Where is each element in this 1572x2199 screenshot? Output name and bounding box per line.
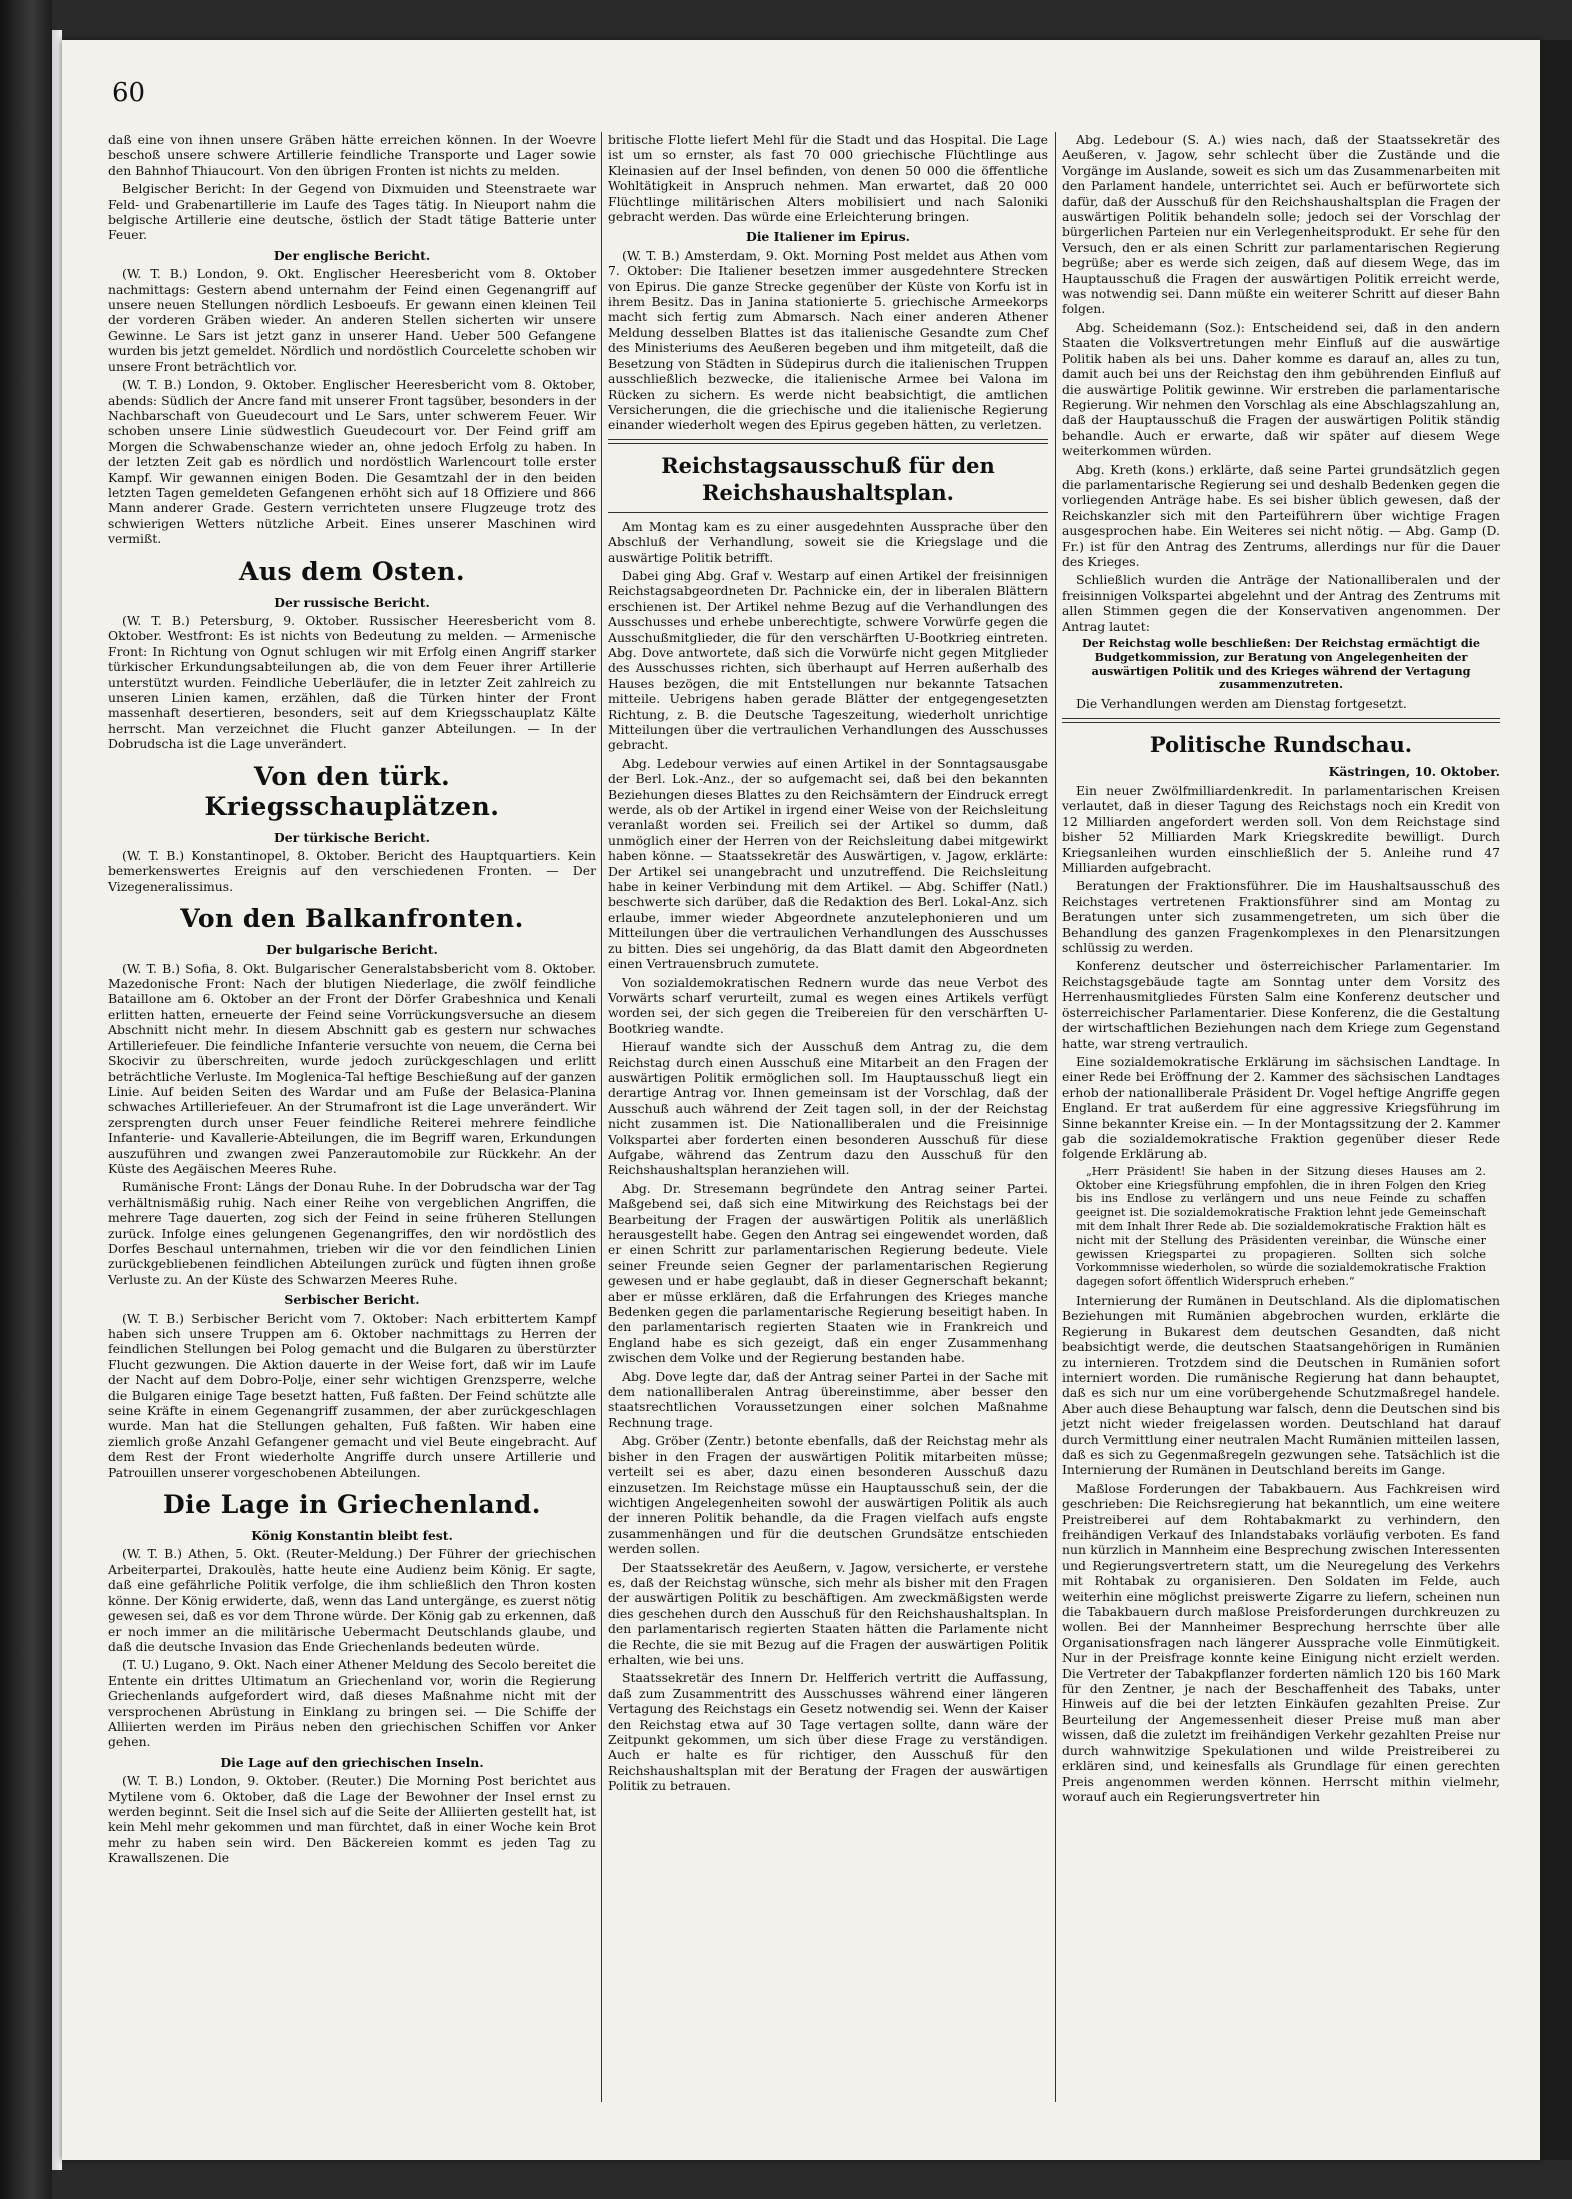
column-2: [608, 132, 1048, 1797]
column-3: [1062, 132, 1500, 1807]
subheading: Der bulgarische Bericht.: [266, 942, 438, 958]
section-heading: Aus dem Osten.: [238, 556, 466, 586]
subheading: Die Lage auf den griechischen Inseln.: [220, 1754, 484, 1770]
divider: [608, 439, 1048, 444]
section-heading: Von den Balkanfronten.: [180, 904, 524, 934]
paragraph: Dabei ging Abg. Graf v. Westarp auf einen Artikel der freisinnigen Reichstagsabgeordneten Dr. Pachnicke ein, der in liberalen Blättern erschienen ist. Der Artikel nehme Bezug auf die Verhandlungen des Ausschusses und erhebe unberechtigte, schwere Vorwürfe gegen die Ausschußmitglieder, die für den verschärften U-Bootkrieg eintreten. Abg. Dove antwortete, daß sich die Vorwürfe nicht gegen Mitglieder des Ausschusses richten, sich überhaupt auf Herren außerhalb des Hauses bezögen, die mit Entstellungen nur bekannte Tatsachen mitteile. Uebrigens haben gerade Blätter der entgegengesetzten Richtung, z. B. die Deutsche Tageszeitung, wiederholt unrichtige Mitteilungen über die vertraulichen Verhandlungen des Ausschusses gebracht.: [608, 567, 1048, 753]
paragraph: (W. T. B.) London, 9. Okt. Englischer Heeresbericht vom 8. Oktober nachmittags: Gestern abend unternahm der Feind einen Gegenangriff auf unsere neuen Stellungen nördlich Lesboeufs. Er gewann einen kleinen Teil der vorderen Gräben wieder. An anderen Stellen sicherten wir unsere Gewinne. Le Sars ist jetzt ganz in unserer Hand. Ueber 500 Gefangene wurden bis jetzt gemeldet. Nördlich und nordöstlich Courcelette schoben wir unsere Front beträchtlich vor.: [108, 266, 596, 374]
page-number: 60: [112, 78, 146, 108]
subheading: Der türkische Bericht.: [274, 829, 430, 845]
paragraph: Rumänische Front: Längs der Donau Ruhe. In der Dobrudscha war der Tag verhältnismäßig ruhig. Nach einer Reihe von vergeblichen Angriffen, die mehrere Tage dauerten, zog sich der Feind in seine früheren Stellungen zurück. Infolge eines gelungenen Gegenangriffes, den wir nordöstlich des Dorfes Beschaul unternahmen, trieben wir die vor den feindlichen Linien zurückgebliebenen feindlichen Abteilungen zurück und fügten ihnen große Verluste zu. An der Küste des Schwarzen Meeres Ruhe.: [108, 1179, 596, 1287]
subheading: Serbischer Bericht.: [284, 1292, 420, 1308]
subheading: Der englische Bericht.: [273, 247, 431, 263]
paragraph: Abg. Ledebour verwies auf einen Artikel in der Sonntagsausgabe der Berl. Lok.-Anz., der so aufgemacht sei, daß bei den bekannten Beziehungen dieses Blattes zu den Reichsämtern der Eindruck erregt werde, als ob der Artikel in irgend einer Weise von der Reichsleitung veranlaßt worden sei. Freilich sei der Artikel so dumm, daß unmöglich einer der Herren von der Reichsleitung dabei mitgewirkt haben könne. — Staatssekretär des Auswärtigen, v. Jagow, erklärte: Der Artikel sei unangebracht und unzutreffend. Die Reichsleitung habe in keiner Verbindung mit dem Artikel. — Abg. Schiffer (Natl.) beschwerte sich darüber, daß die Redaktion des Berl. Lokal-Anz. sich erlaube, immer wieder Abgeordnete anzutelephonieren und um Mitteilungen über die vertraulichen Verhandlungen des Ausschusses zu bitten. Dies sei ungehörig, da das Blatt damit den Abgeordneten einen Vertrauensbruch zumutete.: [608, 755, 1048, 972]
paragraph: Von sozialdemokratischen Rednern wurde das neue Verbot des Vorwärts scharf verurteilt, zumal es wegen eines Artikels verfügt worden sei, der sich gegen die Treibereien für den verschärften U-Bootkrieg wandte.: [608, 974, 1048, 1036]
divider: [1062, 718, 1500, 723]
paragraph: Konferenz deutscher und österreichischer Parlamentarier. Im Reichstagsgebäude tagte am Sonntag unter dem Vorsitz des Herrenhausmitgliedes Fürsten Salm eine Konferenz deutscher und österreichischer Parlamentarier. Diese Konferenz, die die Gestaltung der wirtschaftlichen Beziehungen nach dem Kriege zum Gegenstand hatte, war streng vertraulich.: [1062, 958, 1500, 1051]
paragraph: Abg. Gröber (Zentr.) betonte ebenfalls, daß der Reichstag mehr als bisher in den Fragen der auswärtigen Politik mitarbeiten müsse; verteilt sei es aber, dazu einen besonderen Ausschuß dazu einzusetzen. Im Reichstage müsse ein Hauptausschuß sein, der die wichtigen Angelegenheiten sowohl der auswärtigen Politik als auch der inneren Politik behandle, da die Fragen vielfach aufs engste zusammenhängen und für die deutschen Grundsätze entschieden werden sollen.: [608, 1433, 1048, 1557]
paragraph: Eine sozialdemokratische Erklärung im sächsischen Landtage. In einer Rede bei Eröffnung der 2. Kammer des sächsischen Landtages erhob der nationalliberale Präsident Dr. Vogel heftige Angriffe gegen England. Er trat außerdem für eine aggressive Kriegsführung im Sinne bekannter Kreise ein. — In der Montagssitzung der 2. Kammer gab die sozialdemokratische Fraktion gegenüber dieser Rede folgende Erklärung ab.: [1062, 1053, 1500, 1162]
paragraph: Internierung der Rumänen in Deutschland. Als die diplomatischen Beziehungen mit Rumänien abgebrochen wurden, erklärte die Regierung in Bukarest dem deutschen Gesandten, daß nicht beabsichtigt werde, die deutschen Staatsangehörigen in Rumänien zu internieren. Trotzdem sind die Deutschen in Rumänien sofort interniert worden. Die rumänische Regierung hat dann behauptet, daß es sich nur um eine vorübergehende Schutzmaßregel handele. Aber auch diese Behauptung war falsch, denn die Deutschen sind bis jetzt nicht wieder freigelassen worden. Deutschland hat darauf durch Vermittlung einer neutralen Macht Rumänien mitteilen lassen, daß es sich zu Gegenmaßregeln gezwungen sehe. Tatsächlich ist die Internierung der Rumänen in Deutschland bereits im Gange.: [1062, 1292, 1500, 1478]
paragraph: Hierauf wandte sich der Ausschuß dem Antrag zu, die dem Reichstag durch einen Ausschuß eine Mitarbeit an den Fragen der auswärtigen Politik ermöglichen soll. Im Hauptausschuß liegt ein derartige Antrag vor. Ihnen gemeinsam ist der Vorschlag, daß der Ausschuß auch während der Zeit tagen soll, in der der Reichstag nicht zusammen ist. Die Nationalliberalen und die Freisinnige Volkspartei aber forderten einen besonderen Ausschuß für diese Aufgabe, während das Zentrum dazu den Ausschuß für den Reichshaushaltsplan heranziehen will.: [608, 1039, 1048, 1178]
quoted-declaration: „Herr Präsident! Sie haben in der Sitzung dieses Hauses am 2. Oktober eine Kriegsführung empfohlen, die in ihren Folgen den Krieg bis ins Endlose zu verlängern und uns neue Feinde zu schaffen geeignet ist. Die sozialdemokratische Fraktion lehnt jede Gemeinschaft mit dem Inhalt Ihrer Rede ab. Die sozialdemokratische Fraktion hält es nicht mit der Stellung des Präsidenten vereinbar, die Wünsche einer gewissen Kriegspartei zu propagieren. Sollten sich solche Vorkommnisse wiederholen, so würde die sozialdemokratische Fraktion dagegen sofort öffentlich Widerspruch erheben.“: [1076, 1164, 1486, 1289]
column-rule: [601, 132, 602, 2102]
paragraph: (W. T. B.) Athen, 5. Okt. (Reuter-Meldung.) Der Führer der griechischen Arbeiterpartei, Drakoulès, hatte heute eine Audienz beim König. Er sagte, daß eine gefährliche Politik verfolge, die ihm schließlich den Thron kosten könne. Der König erwiderte, daß, wenn das Land untergänge, es zuerst nötig gewesen sei, daß es vor dem Throne würde. Der König gab zu erkennen, daß er noch immer an die militärische Uebermacht Deutschlands glaube, und daß die deutsche Invasion das Ende Griechenlands bedeuten würde.: [108, 1546, 596, 1654]
paragraph: Abg. Scheidemann (Soz.): Entscheidend sei, daß in den andern Staaten die Volksvertretungen mehr Einfluß auf die auswärtige Politik haben als bei uns. Daher komme es darauf an, alles zu tun, damit auch bei uns der Reichstag den ihm gebührenden Einfluß auf die auswärtige Politik gewinne. Wir erstreben die parlamentarische Regierung. Wir nehmen den Vorschlag als eine Abschlagszahlung an, daß der Hauptausschuß die Fragen der auswärtigen Politik ständig behandle. Auch er erwarte, daß wir später auf diesem Wege weiterkommen würden.: [1062, 319, 1500, 459]
paragraph: (T. U.) Lugano, 9. Okt. Nach einer Athener Meldung des Secolo bereitet die Entente ein drittes Ultimatum an Griechenland vor, worin die Regierung Griechenlands aufgefordert wird, daß dieses Maßnahme nicht mit der versprochenen Abrüstung in Einklang zu bringen sei. — Die Schiffe der Alliierten werden im Piräus neben den griechischen Schiffen vor Anker gehen.: [108, 1657, 596, 1750]
section-heading: Reichstagsausschuß für den Reichshaushaltsplan.: [661, 452, 995, 505]
subheading: Die Italiener im Epirus.: [745, 229, 910, 245]
column-1: [108, 132, 596, 1869]
paragraph: Beratungen der Fraktionsführer. Die im Haushaltsausschuß des Reichstages vertretenen Fraktionsführer sind am Montag zu Beratungen unter sich zusammengetreten, um sich über die Behandlung des ganzen Fragenkomplexes in den Plenarsitzungen schlüssig zu werden.: [1062, 878, 1500, 956]
paragraph: Ein neuer Zwölfmilliardenkredit. In parlamentarischen Kreisen verlautet, daß in dieser Tagung des Reichstags noch ein Kredit von 12 Milliarden angefordert werden soll. Von dem Reichstage sind bisher 52 Milliarden Mark Kriegskredite bewilligt. Durch Kriegsanleihen wurden einschließlich der 5. Anleihe rund 47 Milliarden aufgebracht.: [1062, 783, 1500, 876]
paragraph: Am Montag kam es zu einer ausgedehnten Aussprache über den Abschluß der Verhandlung, soweit sie die Kriegslage und die auswärtige Politik betrifft.: [608, 518, 1048, 565]
section-heading: Die Lage in Griechenland.: [163, 1490, 541, 1520]
subheading: Der russische Bericht.: [274, 594, 430, 610]
paragraph: (W. T. B.) Sofia, 8. Okt. Bulgarischer Generalstabsbericht vom 8. Oktober. Mazedonische Front: Nach der blutigen Niederlage, die zwölf feindliche Bataillone am 6. Oktober an der Front der Dörfer Grabeshnica und Kenali erlitten hatten, erneuerte der Feind seine Vorrückungsversuche an diesem Abschnitt nicht mehr. In diesem Abschnitt gab es gestern nur schwaches Artilleriefeuer. Die feindliche Infanterie versuchte von neuem, die Cerna bei Skocivir zu überschreiten, wurde jedoch zurückgeschlagen und erlitt beträchtliche Verluste. Im Moglenica-Tal heftige Beschießung auf der ganzen Linie. Auf beiden Seiten des Wardar und am Fuße der Belasica-Planina schwaches Artilleriefeuer. An der Strumafront ist die Lage unverändert. Wir zersprengten durch unser Feuer feindliche Reiterei mehrere feindliche Infanterie- und Kavallerie-Abteilungen, die im Begriff waren, Erkundungen auszuführen und zwangen zwei Panzerautomobile zur Rückkehr. An der Küste des Aegäischen Meeres Ruhe.: [108, 960, 596, 1176]
paragraph: (W. T. B.) London, 9. Oktober. Englischer Heeresbericht vom 8. Oktober, abends: Südlich der Ancre fand mit unserer Front tagsüber, besonders in der Nachbarschaft von Gueudecourt und Le Sars, unter schwerem Feuer. Wir schoben unsere Linie südwestlich Gueudecourt vor. Der Feind griff am Morgen die Schwabenschanze wieder an, ohne jedoch Erfolg zu haben. In der letzten Zeit gab es nördlich und nordöstlich Warlencourt tolle erster Kampf. Wir gewannen einigen Boden. Die Gesamtzahl der in den beiden letzten Tagen gemeldeten Gefangenen erhöht sich auf 18 Offiziere und 866 Mann anderer Grade. Gestern verrichteten unsere Flugzeuge trotz des schwierigen Wetters nützliche Arbeit. Eines unserer Maschinen wird vermißt.: [108, 377, 596, 547]
paragraph: britische Flotte liefert Mehl für die Stadt und das Hospital. Die Lage ist um so ernster, als fast 70 000 griechische Flüchtlinge aus Kleinasien auf der Insel befinden, von denen 50 000 die öffentliche Wohltätigkeit in Anspruch nehmen. Man erwartet, daß 20 000 Flüchtlinge militärischen Alters mobilisiert und nach Saloniki gebracht werden. Das würde eine Erleichterung bringen.: [608, 132, 1048, 225]
paragraph: Belgischer Bericht: In der Gegend von Dixmuiden und Steenstraete war Feld- und Grabenartillerie im Laufe des Tages tätig. In Nieuport nahm die belgische Artillerie eine deutsche, östlich der Stadt tätige Batterie unter Feuer.: [108, 181, 596, 243]
divider: [608, 512, 1048, 513]
paragraph: Schließlich wurden die Anträge der Nationalliberalen und der freisinnigen Volkspartei abgelehnt und der Antrag des Zentrums mit allen Stimmen gegen die der Konservativen angenommen. Der Antrag lautet:: [1062, 572, 1500, 634]
dateline: Kästringen, 10. Oktober.: [1328, 763, 1500, 779]
subheading: König Konstantin bleibt fest.: [251, 1528, 453, 1544]
paragraph: (W. T. B.) Petersburg, 9. Oktober. Russischer Heeresbericht vom 8. Oktober. Westfront: Es ist nichts von Bedeutung zu melden. — Armenische Front: In Richtung von Ognut schlugen wir mit Erfolg einen Angriff starker türkischer Erkundungsabteilungen ab, die von dem Feuer ihrer Artillerie unterstützt wurden. Feindliche Ueberläufer, die in letzter Zeit zahlreich zu unseren Linien kamen, erzählen, daß die Türken hinter der Front massenhaft desertieren, besonders, seit auf dem Kriegsschauplatz Kälte herrscht. Man verzeichnet die Flucht ganzer Abteilungen. — In der Dobrudscha ist die Lage unverändert.: [108, 612, 596, 752]
paragraph: Abg. Kreth (kons.) erklärte, daß seine Partei grundsätzlich gegen die parlamentarische Regierung sei und deshalb Bedenken gegen die vorliegenden Anträge habe. Es sei bisher üblich gewesen, daß der Reichskanzler sich mit den Parteiführern über wichtige Fragen ausgesprochen habe. Ein Weiteres sei nicht nötig. — Abg. Gamp (D. Fr.) ist für den Antrag des Zentrums, allerdings nur für die Dauer des Krieges.: [1062, 461, 1500, 569]
paragraph: Abg. Dr. Stresemann begründete den Antrag seiner Partei. Maßgebend sei, daß sich eine Mitwirkung des Reichstags bei der Bearbeitung der Fragen der auswärtigen Politik als unerläßlich herausgestellt habe. Gegen den Antrag sei eingewendet worden, daß er einen Schritt zur parlamentarischen Regierung bedeute. Viele seiner Freunde seien Gegner der parlamentarischen Regierung gewesen und er habe geglaubt, daß in dieser Gegnerschaft bekannt; aber er müsse erklären, daß die Erfahrungen des Krieges manche Bedenken gegen die parlamentarische Regierung beseitigt haben. In den parlamentarisch regierten Staaten wie in Frankreich und England habe es sich gezeigt, daß ein enger Zusammenhang zwischen dem Volke und der Regierung bestanden habe.: [608, 1180, 1048, 1366]
section-heading: Politische Rundschau.: [1149, 731, 1413, 757]
resolution-text: Der Reichstag wolle beschließen: Der Reichstag ermächtigt die Budgetkommission, zur Beratung von Angelegenheiten der auswärtigen Politik und des Krieges während der Vertagung zusammenzutreten.: [1081, 636, 1481, 692]
paragraph: Der Staatssekretär des Aeußern, v. Jagow, versicherte, er verstehe es, daß der Reichstag wünsche, sich mehr als bisher mit den Fragen der auswärtigen Politik zu beschäftigen. Am zweckmäßigsten werde dies geschehen durch den Ausschuß für den Reichshaushaltsplan. In den parlamentarisch regierten Staaten hätten die Parlamente nicht die Rechte, die sie mit Bezug auf die Fragen der auswärtigen Politik erhalten, wie bei uns.: [608, 1559, 1048, 1667]
book-spine: [0, 0, 52, 2199]
paragraph: Abg. Dove legte dar, daß der Antrag seiner Partei in der Sache mit dem nationalliberalen Antrag übereinstimme, aber besser den staatsrechtlichen Voraussetzungen einer solchen Maßnahme Rechnung trage.: [608, 1368, 1048, 1430]
paragraph: Maßlose Forderungen der Tabakbauern. Aus Fachkreisen wird geschrieben: Die Reichsregierung hat bekanntlich, um eine weitere Preistreiberei auf dem Rohtabakmarkt zu verhindern, den freihändigen Verkauf des Inlandstabaks vorläufig verboten. Es fand nun kürzlich in Mannheim eine Besprechung zwischen Interessenten und Regierungsvertretern statt, um die Neuregelung des Verkehrs mit Rohtabak zu organisieren. Den Soldaten im Felde, auch weiterhin eine möglichst preiswerte Zigarre zu liefern, scheinen nun die Tabakbauern durch maßlose Preisforderungen durchkreuzen zu wollen. Bei der Mannheimer Besprechung herrschte über alle Organisationsfragen nach längerer Aussprache volle Einmütigkeit. Nur in der Preisfrage konnte keine Einigung nicht erzielt werden. Die Vertreter der Tabakpflanzer forderten nämlich 120 bis 160 Mark für den Zentner, je nach der Beschaffenheit des Tabaks, unter Hinweis auf die bei der letzten Einkäufen gezahlten Preise. Zur Beurteilung der Angemessenheit dieser Preise muß man aber wissen, daß die zuletzt im freihändigen Verkehr gezahlten Preise nur durch wahnwitzige Spekulationen und wilde Preistreiberei zu erklären sind, und keinesfalls als Grundlage für einen gerechten Preis angenommen werden können. Herrscht mithin vielmehr, worauf auch ein Regierungsvertreter hin: [1062, 1480, 1500, 1804]
paragraph: Staatssekretär des Innern Dr. Helfferich vertritt die Auffassung, daß zum Zusammentritt des Ausschusses während einer längeren Vertagung des Reichstags ein Gesetz notwendig sei. Wenn der Kaiser den Reichstag etwa auf 30 Tage vertagen sollte, dann wäre der Zeitpunkt gekommen, um sich über diese Frage zu verständigen. Auch er halte es für richtiger, den Ausschuß für den Reichshaushaltsplan mit der Beratung der Fragen der auswärtigen Politik zu betrauen.: [608, 1670, 1048, 1794]
paragraph: (W. T. B.) Serbischer Bericht vom 7. Oktober: Nach erbittertem Kampf haben sich unsere Truppen am 6. Oktober nachmittags zu Herren der feindlichen Stellungen bei Polog gemacht und die Bulgaren zu überstürzter Flucht gezwungen. Die Aktion dauerte in der Weise fort, daß wir im Laufe der Nacht auf dem Dobro-Polje, einer sehr wichtigen Grenzsperre, welche die Bulgaren einige Tage besetzt hatten, Fuß faßten. Der Feind schützte alle seine Kräfte in einem Gegenangriff zusammen, der aber zurückgeschlagen wurde. Man hat die Stellungen gehalten, Fuß faßten. Wir haben eine ziemlich große Anzahl Gefangener gemacht und viel Beute eingebracht. Auf dem Rest der Front wiederholte Angriffe durch unsere Artillerie und Patrouillen unserer vorgeschobenen Abteilungen.: [108, 1310, 596, 1480]
paragraph: (W. T. B.) Amsterdam, 9. Okt. Morning Post meldet aus Athen vom 7. Oktober: Die Italiener besetzen immer ausgedehntere Strecken von Epirus. Die ganze Strecke gegenüber der Küste von Korfu ist in ihrem Besitz. Das in Janina stationierte 5. griechische Armeekorps macht sich fertig zum Abmarsch. Nach einer anderen Athener Meldung desselben Blattes ist das italienische Gesandte zum Chef des Ministeriums des Aeußeren begeben und ihm mitgeteilt, daß die Besetzung von Städten in Südepirus durch die italienischen Truppen ausschließlich bezwecke, die italienische Armee bei Valona im Rücken zu sichern. Es werde nicht beabsichtigt, die amtlichen Versicherungen, die die griechische und die italienische Regierung einander wiederholt wegen des Epirus gegeben hätten, zu verletzen.: [608, 247, 1048, 433]
paragraph: daß eine von ihnen unsere Gräben hätte erreichen können. In der Woevre beschoß unsere schwere Artillerie feindliche Transporte und Lager sowie den Bahnhof Thiaucourt. Von den übrigen Fronten ist nichts zu melden.: [108, 132, 596, 178]
section-heading: Von den türk. Kriegsschauplätzen.: [204, 761, 500, 821]
page-edge: [52, 30, 62, 2170]
paragraph: (W. T. B.) London, 9. Oktober. (Reuter.) Die Morning Post berichtet aus Mytilene vom 6. Oktober, daß die Lage der Bewohner der Insel ernst zu werden beginnt. Seit die Insel sich auf die Seite der Alliierten gestellt hat, ist kein Mehl mehr gekommen und man fürchtet, daß in einer Woche kein Brot mehr zu haben sein wird. Den Bäckereien kommt es jeden Tag zu Krawallszenen. Die: [108, 1773, 596, 1866]
column-rule: [1055, 132, 1056, 2102]
paragraph: Die Verhandlungen werden am Dienstag fortgesetzt.: [1076, 696, 1407, 712]
scan-border: [1540, 40, 1572, 2160]
paragraph: Abg. Ledebour (S. A.) wies nach, daß der Staatssekretär des Aeußeren, v. Jagow, sehr schlecht über die Zustände und die Vorgänge im Auslande, soweit es sich um das Zusammenarbeiten mit den Parlament handele, unterrichtet sei. Auch er befürwortete sich dafür, daß der Ausschuß für den Reichshaushaltsplan die Fragen der auswärtigen Politik behandeln solle; jedoch sei der Vorschlag der bürgerlichen Parteien nur ein Verlegenheitsprodukt. Er sehe für den Versuch, den er als einen Schritt zur parlamentarischen Regierung begrüße; aber es werde sich zeigen, daß auf diesem Wege, das im Hauptausschuß die Fragen der auswärtigen Politik erreicht werde, was notwendig sei. Dann müßte ein weiterer Schritt auf dieser Bahn folgen.: [1062, 132, 1500, 317]
paragraph: (W. T. B.) Konstantinopel, 8. Oktober. Bericht des Hauptquartiers. Kein bemerkenswertes Ereignis auf den verschiedenen Fronten. — Der Vizegeneralissimus.: [108, 848, 596, 894]
